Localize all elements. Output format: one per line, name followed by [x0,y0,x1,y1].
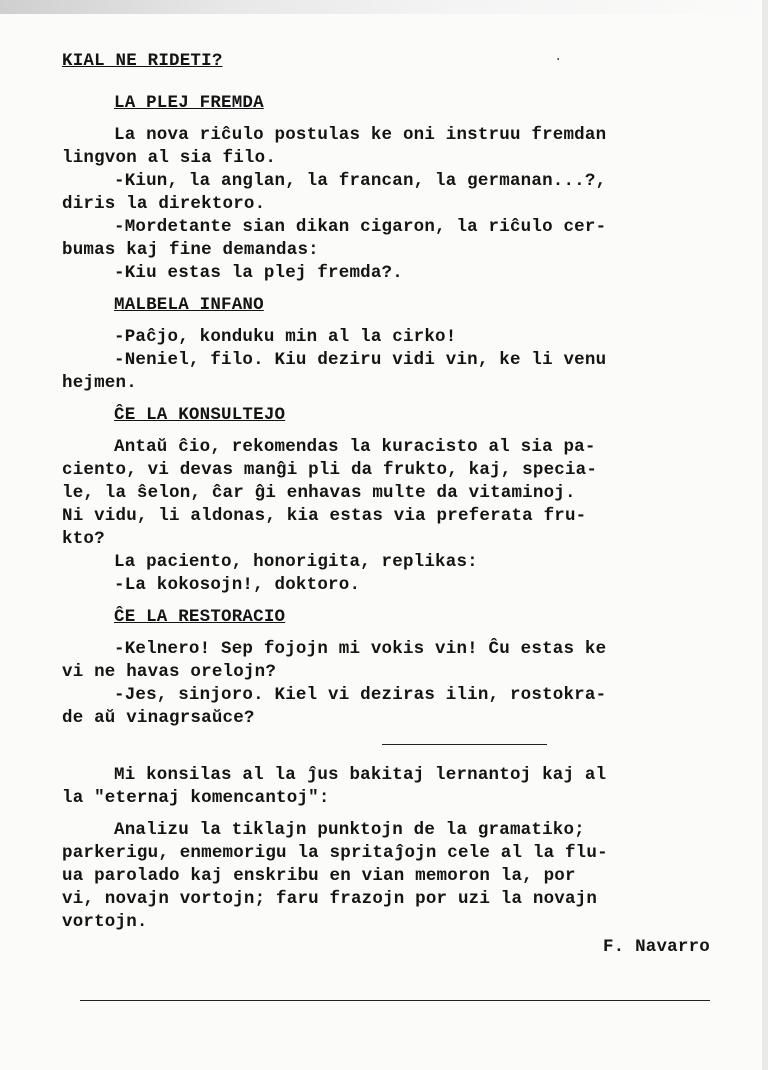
page-bottom-rule [80,1000,710,1001]
scan-shadow [0,0,768,14]
text-line: La nova riĉulo postulas ke oni instruu fremdan [114,125,607,145]
advice-body [62,819,712,934]
section-body-restoracio [62,638,712,730]
section-heading-konsultejo: ĈE LA KONSULTEJO [114,405,286,425]
stray-mark: · [554,52,563,68]
text-line: -Kelnero! Sep fojojn mi vokis vin! Ĉu estas ke [114,639,607,659]
text-line: Analizu la tiklajn punktojn de la gramatiko; [114,820,585,840]
scan-edge [762,0,768,1070]
section-heading-restoracio: ĈE LA RESTORACIO [114,607,286,627]
author-signature: F. Navarro [602,937,710,957]
text-line: Mi konsilas al la ĵus bakitaj lernantoj kaj al [114,765,607,785]
section-body-malbela-infano [62,326,712,395]
text-line: lingvon al sia filo. [62,148,277,168]
section-body-konsultejo [62,436,712,597]
text-line: hejmen. [62,373,137,393]
text-line: -Paĉjo, konduku min al la cirko! [114,327,457,347]
text-line: kto? [62,529,105,549]
text-line: vortojn. [62,912,148,932]
text-line: ua parolado kaj enskribu en vian memoron la, por [62,866,576,886]
article-title: KIAL NE RIDETI? [62,51,223,71]
text-line: -Mordetante sian dikan cigaron, la riĉulo cer- [114,217,607,237]
text-line: -Kiun, la anglan, la francan, la germanan...?, [114,171,607,191]
text-line: de aŭ vinagrsaŭce? [62,708,255,728]
text-line: le, la ŝelon, ĉar ĝi enhavas multe da vitaminoj. [62,483,576,503]
section-heading-plej-fremda: LA PLEJ FREMDA [114,93,264,113]
text-line: -Jes, sinjoro. Kiel vi deziras ilin, rostokra- [114,685,607,705]
text-line: -La kokosojn!, doktoro. [114,575,361,595]
text-line: vi ne havas orelojn? [62,662,277,682]
text-line: ciento, vi devas manĝi pli da frukto, kaj, specia- [62,460,598,480]
section-body-plej-fremda [62,124,712,285]
section-heading-malbela-infano: MALBELA INFANO [114,295,264,315]
text-line: vi, novajn vortojn; faru frazojn por uzi la novajn [62,889,598,909]
text-line: bumas kaj fine demandas: [62,240,319,260]
section-divider [382,744,547,746]
text-line: diris la direktoro. [62,194,266,214]
text-line: -Neniel, filo. Kiu deziru vidi vin, ke li venu [114,350,607,370]
text-line: la "eternaj komencantoj": [62,788,330,808]
advice-intro [62,764,712,810]
text-line: -Kiu estas la plej fremda?. [114,263,403,283]
text-line: Antaŭ ĉio, rekomendas la kuracisto al sia pa- [114,437,596,457]
article [62,50,712,959]
text-line: La paciento, honorigita, replikas: [114,552,478,572]
text-line: parkerigu, enmemorigu la spritaĵojn cele al la flu- [62,843,608,863]
text-line: Ni vidu, li aldonas, kia estas via preferata fru- [62,506,587,526]
